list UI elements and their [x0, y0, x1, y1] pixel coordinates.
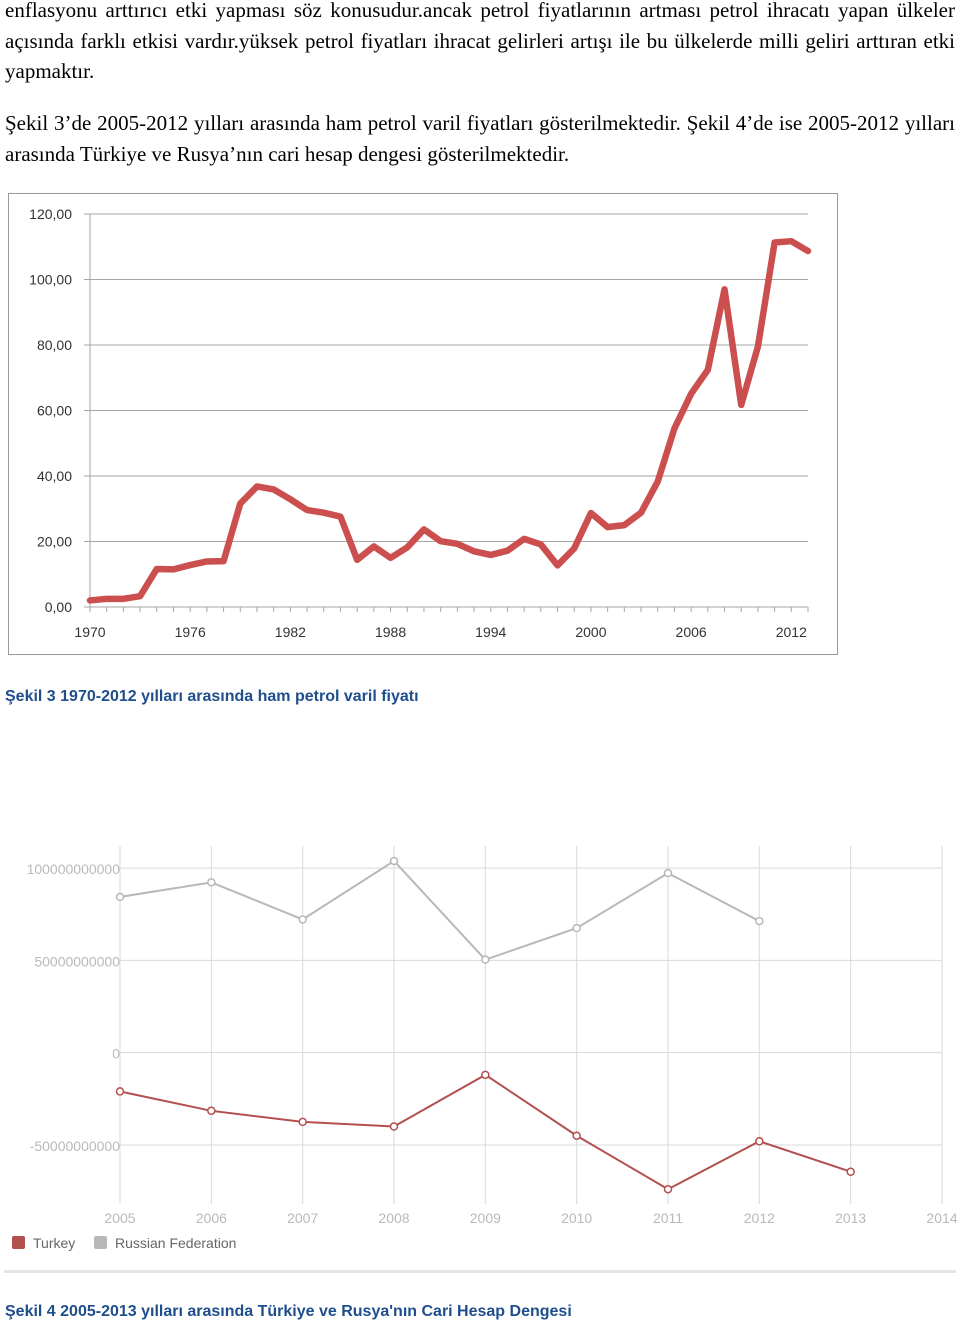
- chart-border: [9, 194, 838, 655]
- oil-price-chart: [8, 193, 838, 655]
- legend-swatch-russian-federation: [94, 1236, 107, 1249]
- data-point-turkey: [117, 1088, 124, 1095]
- x-tick-label: 2013: [835, 1210, 867, 1226]
- data-point-turkey: [482, 1071, 489, 1078]
- data-point-turkey: [573, 1132, 580, 1139]
- y-tick-label: 120,00: [29, 206, 72, 222]
- y-tick-label: 60,00: [36, 402, 72, 419]
- x-tick-label: 2008: [378, 1210, 410, 1226]
- x-tick-label: 2012: [775, 624, 807, 640]
- x-tick-label: 1988: [374, 624, 407, 640]
- data-point-turkey: [756, 1138, 763, 1145]
- data-point-turkey: [391, 1123, 398, 1130]
- x-tick-label: 2006: [675, 624, 707, 640]
- x-tick-label: 2006: [195, 1210, 227, 1226]
- y-tick-label: 0,00: [44, 599, 72, 615]
- x-tick-label: 2000: [575, 624, 607, 640]
- data-point-turkey: [208, 1107, 215, 1114]
- y-tick-label: 100000000000: [26, 861, 120, 878]
- chart-legend: [12, 1235, 236, 1251]
- current-account-chart: [0, 830, 960, 1275]
- plot-area: [120, 846, 942, 1204]
- y-tick-label: 0: [112, 1045, 120, 1062]
- data-point-turkey: [299, 1118, 306, 1125]
- data-point-turkey: [847, 1168, 854, 1175]
- data-point-russian-federation: [573, 925, 580, 932]
- paragraph-intro: enflasyonu arttırıcı etki yapması söz konusudur.ancak petrol fiyatlarının artması petrol ihracatı yapan ülkeler açısında farklı etkisi vardır.yüksek petrol fiyatları ihracat gelirleri artışı ile bu ülkelerde milli geliri arttıran etki yapmaktır.: [5, 0, 955, 83]
- data-point-turkey: [665, 1186, 672, 1193]
- x-tick-label: 2010: [561, 1210, 593, 1226]
- y-tick-label: -50000000000: [29, 1137, 120, 1154]
- y-tick-label: 50000000000: [34, 953, 120, 970]
- x-tick-label: 2012: [743, 1210, 775, 1226]
- data-point-russian-federation: [391, 857, 398, 864]
- legend-label-russian-federation: Russian Federation: [115, 1235, 237, 1251]
- x-tick-label: 2009: [469, 1210, 501, 1226]
- paragraph-figures: Şekil 3’de 2005-2012 yılları arasında ham petrol varil fiyatları gösterilmektedir. Şekil 4’de ise 2005-2012 yılları arasında Türkiye ve Rusya’nın cari hesap dengesi gösterilmektedir.: [5, 111, 955, 166]
- x-tick-label: 2005: [104, 1210, 136, 1226]
- y-tick-label: 100,00: [29, 271, 72, 288]
- x-tick-label: 1982: [274, 624, 306, 640]
- chart-bottom-edge: [4, 1270, 956, 1273]
- figure-4-caption: Şekil 4 2005-2013 yılları arasında Türkiye ve Rusya'nın Cari Hesap Dengesi: [5, 1303, 572, 1320]
- x-tick-label: 1970: [74, 624, 106, 640]
- y-tick-label: 20,00: [36, 533, 72, 550]
- x-tick-label: 1976: [174, 624, 206, 640]
- data-point-russian-federation: [117, 893, 124, 900]
- legend-swatch-turkey: [12, 1236, 25, 1249]
- data-point-russian-federation: [665, 870, 672, 877]
- data-point-russian-federation: [482, 956, 489, 963]
- x-tick-label: 1994: [475, 624, 507, 640]
- y-tick-label: 80,00: [36, 337, 72, 353]
- legend-label-turkey: Turkey: [33, 1235, 76, 1251]
- x-tick-label: 2007: [287, 1210, 319, 1226]
- data-point-russian-federation: [208, 879, 215, 886]
- data-point-russian-federation: [299, 916, 306, 923]
- x-tick-label: 2011: [652, 1210, 684, 1226]
- data-point-russian-federation: [756, 918, 763, 925]
- y-tick-label: 40,00: [36, 468, 72, 484]
- figure-3-caption: Şekil 3 1970-2012 yılları arasında ham petrol varil fiyatı: [5, 688, 419, 705]
- x-tick-label: 2014: [926, 1210, 958, 1226]
